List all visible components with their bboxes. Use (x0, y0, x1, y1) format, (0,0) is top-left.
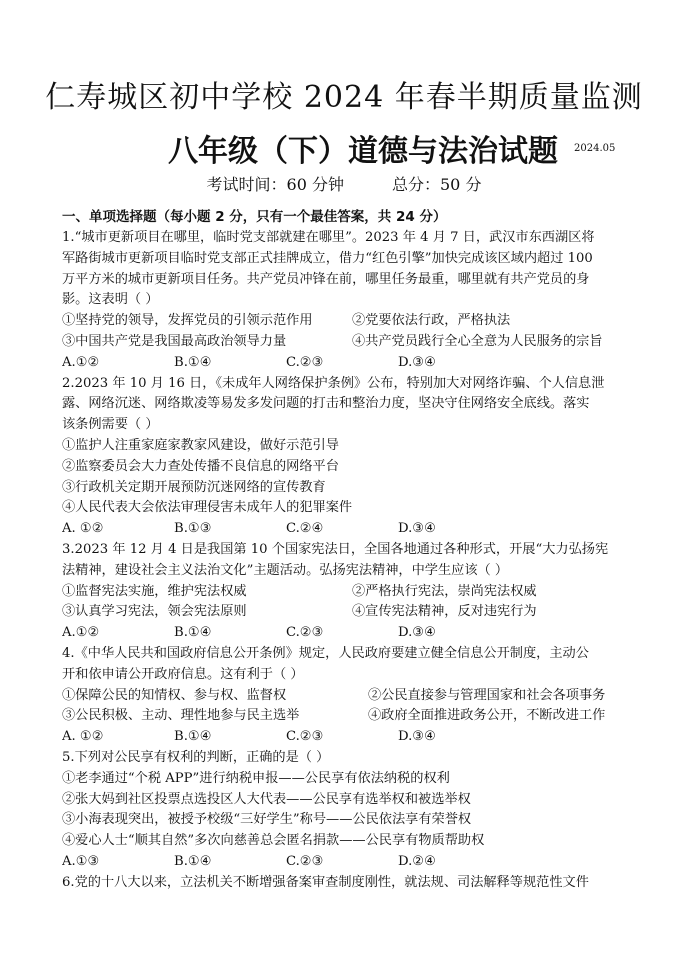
question-stem-line: 3.2023 年 12 月 4 日是我国第 10 个国家宪法日，全国各地通过各种形式，开展“大力弘扬宪 (62, 541, 609, 557)
question-stem-line: 5.下列对公民享有权利的判断，正确的是（ ） (62, 749, 330, 765)
statement-4: ④人民代表大会依法审理侵害未成年人的犯罪案件 (62, 500, 353, 516)
question-stem-line: 影。这表明（ ） (62, 292, 159, 308)
choice-row (62, 519, 630, 540)
statement-row (62, 582, 630, 603)
question-stem-line: 4.《中华人民共和国政府信息公开条例》规定，人民政府要建立健全信息公开制度，主动公 (62, 645, 589, 661)
statement-4: ④宣传宪法精神，反对违宪行为 (352, 604, 537, 620)
statement-4: ④政府全面推进政务公开，不断改进工作 (368, 708, 606, 724)
choice-b: B.①④ (174, 354, 212, 370)
question-stem-line: 1.“城市更新项目在哪里，临时党支部就建在哪里”。2023 年 4 月 7 日，武汉市东西湖区将 (62, 230, 595, 245)
statement-2: ②张大妈到社区投票点选投区人大代表——公民享有选举权和被选举权 (62, 791, 471, 807)
exam-subtitle: 八年级（下）道德与法治试题 (168, 134, 558, 169)
statement-4: ④共产党员践行全心全意为人民服务的宗旨 (352, 333, 603, 349)
choice-a: A. ①② (62, 521, 104, 537)
exam-meta (0, 172, 688, 195)
choice-d: D.③④ (398, 521, 436, 537)
statement-3: ③行政机关定期开展预防沉迷网络的宣传教育 (62, 479, 326, 495)
statement-1: ①老李通过“个税 APP”进行纳税申报——公民享有依法纳税的权利 (62, 770, 450, 786)
choice-row (62, 623, 630, 644)
choice-a: A.①③ (62, 853, 100, 869)
statement-2: ②严格执行宪法，崇尚宪法权威 (352, 583, 537, 599)
statement-row (62, 311, 630, 332)
statement-3: ③小海表现突出，被授予校级“三好学生”称号——公民依法享有荣誉权 (62, 812, 472, 828)
choice-a: A.①② (62, 625, 100, 641)
statement-row (62, 686, 630, 707)
statement-row (62, 706, 630, 727)
statement-row (62, 332, 630, 353)
statement-4: ④爱心人士“顺其自然”多次向慈善总会匿名捐款——公民享有物质帮助权 (62, 833, 485, 849)
choice-d: D.③④ (398, 354, 436, 370)
choice-c: C.②③ (286, 853, 324, 869)
question-4 (62, 644, 630, 748)
statement-2: ②党要依法行政，严格执法 (352, 313, 511, 329)
statement-2: ②监察委员会大力查处传播不良信息的网络平台 (62, 458, 339, 474)
exam-time: 考试时间：60 分钟 (206, 175, 344, 194)
choice-a: A. ①② (62, 729, 104, 745)
statement-2: ②公民直接参与管理国家和社会各项事务 (368, 687, 606, 703)
question-stem-line: 2.2023 年 10 月 16 日，《未成年人网络保护条例》公布，特别加大对网络诈骗、个人信息泄 (62, 375, 605, 391)
statement-3: ③公民积极、主动、理性地参与民主选举 (62, 708, 300, 724)
choice-b: B.①④ (174, 729, 212, 745)
choice-d: D.③④ (398, 625, 436, 641)
choice-row (62, 353, 630, 374)
question-stem-line: 法精神，建设社会主义法治文化”主题活动。弘扬宪法精神，中学生应该（ ） (62, 562, 509, 578)
question-stem-line: 6.党的十八大以来，立法机关不断增强备案审查制度刚性，就法规、司法解释等规范性文件 (62, 874, 589, 890)
question-list (62, 228, 630, 894)
choice-b: B.①③ (174, 521, 212, 537)
choice-d: D.③④ (398, 729, 436, 745)
question-stem-line: 露、网络沉迷、网络欺凌等易发多发问题的打击和整治力度，坚决守住网络安全底线。落实 (62, 396, 590, 412)
choice-c: C.②③ (286, 729, 324, 745)
choice-row (62, 852, 630, 873)
statement-1: ①监督宪法实施，维护宪法权威 (62, 583, 247, 599)
question-stem-line: 万平方米的城市更新项目任务。共产党员冲锋在前，哪里任务最重，哪里就有共产党员的身 (62, 271, 590, 287)
statement-row (62, 602, 630, 623)
choice-a: A.①② (62, 354, 100, 370)
question-stem-line: 该条例需要（ ） (62, 417, 159, 433)
choice-c: C.②④ (286, 521, 324, 537)
exam-title: 仁寿城区初中学校 2024 年春半期质量监测 (45, 80, 643, 115)
statement-3: ③中国共产党是我国最高政治领导力量 (62, 333, 287, 349)
total-score: 总分：50 分 (392, 175, 482, 194)
question-stem-line: 开和依申请公开政府信息。这有利于（ ） (62, 666, 304, 682)
statement-3: ③认真学习宪法，领会宪法原则 (62, 604, 247, 620)
section-heading: 一、单项选择题（每小题 2 分，只有一个最佳答案，共 24 分） (62, 209, 447, 225)
choice-row (62, 727, 630, 748)
question-6 (62, 873, 630, 894)
exam-date: 2024.05 (574, 143, 616, 154)
statement-1: ①坚持党的领导，发挥党员的引领示范作用 (62, 313, 313, 329)
statement-1: ①保障公民的知情权、参与权、监督权 (62, 687, 287, 703)
choice-c: C.②③ (286, 354, 324, 370)
choice-d: D.②④ (398, 853, 436, 869)
question-1 (62, 228, 630, 374)
question-2 (62, 374, 630, 540)
choice-b: B.①④ (174, 853, 212, 869)
question-3 (62, 540, 630, 644)
choice-b: B.①④ (174, 625, 212, 641)
statement-1: ①监护人注重家庭家教家风建设，做好示范引导 (62, 437, 339, 453)
choice-c: C.②③ (286, 625, 324, 641)
question-stem-line: 军路街城市更新项目临时党支部正式挂牌成立，借力“红色引擎”加快完成该区域内超过 100 (62, 250, 593, 266)
question-5 (62, 748, 630, 873)
